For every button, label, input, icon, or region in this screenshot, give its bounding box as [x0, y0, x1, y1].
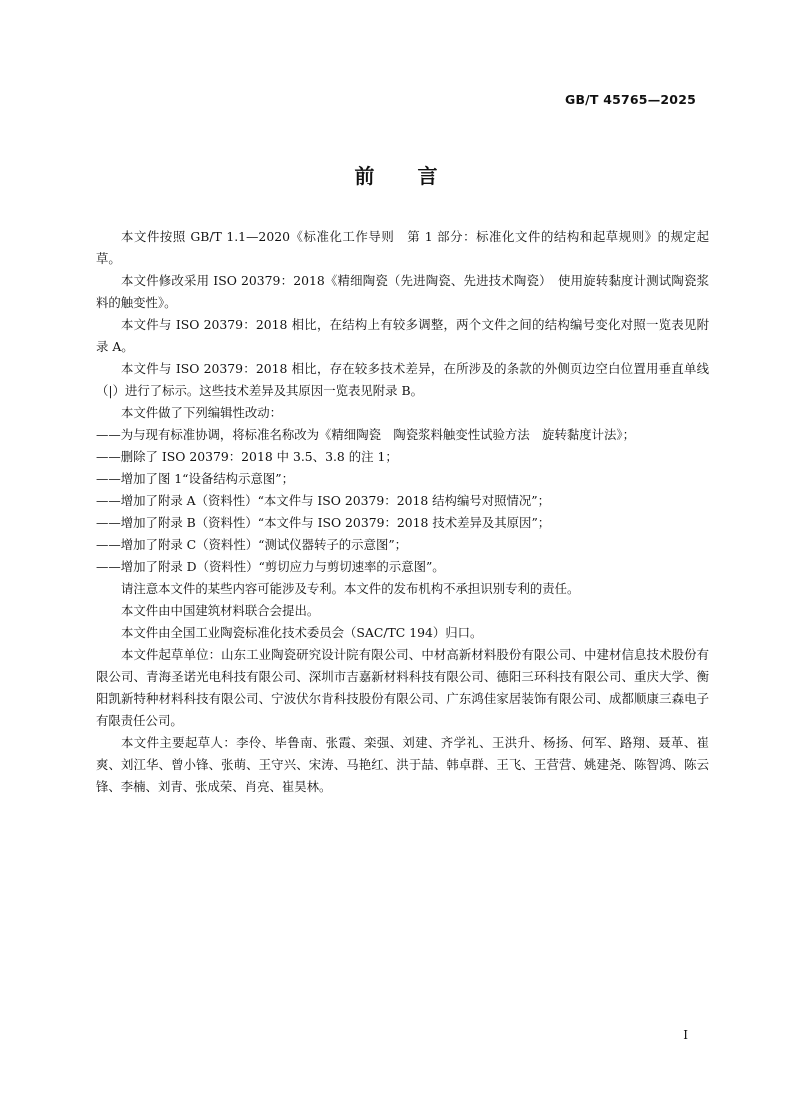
paragraph-patent-notice: 请注意本文件的某些内容可能涉及专利。本文件的发布机构不承担识别专利的责任。: [121, 581, 580, 596]
paragraph-editorial-changes-intro: 本文件做了下列编辑性改动：: [121, 405, 283, 420]
edit-list-item: ——增加了附录 A（资料性）“本文件与 ISO 20379：2018 结构编号对照情况”；: [96, 493, 551, 508]
paragraph-drafting-organizations: 本文件起草单位：山东工业陶瓷研究设计院有限公司、中材高新材料股份有限公司、中建材信息技术股份有限公司、青海圣诺光电科技有限公司、深圳市吉嘉新材料科技有限公司、德阳三环科技有限公司、重庆大学、衡阳凯新特种材料科技有限公司、宁波伏尔肯科技股份有限公司、广东鸿佳家居装饰有限公司、成都顺康三森电子有限责任公司。: [96, 647, 709, 728]
foreword-body: [96, 226, 709, 798]
edit-list-item: ——为与现有标准协调，将标准名称改为《精细陶瓷 陶瓷浆料触变性试验方法 旋转黏度计法》；: [96, 427, 635, 442]
standard-number: GB/T 45765—2025: [564, 92, 696, 107]
edit-list-item: ——增加了附录 C（资料性）“测试仪器转子的示意图”；: [96, 537, 408, 552]
edit-list-item: ——增加了图 1“设备结构示意图”；: [96, 471, 294, 486]
paragraph-main-drafters: 本文件主要起草人：李伶、毕鲁南、张霞、栾强、刘建、齐学礼、王洪升、杨扬、何军、路翔、聂革、崔爽、刘江华、曾小锋、张萌、王守兴、宋涛、马艳红、洪于喆、韩卓群、王飞、王营营、姚建尧、陈智鸿、陈云锋、李楠、刘青、张成荣、肖亮、崔昊林。: [96, 735, 709, 794]
paragraph-proposed-by: 本文件由中国建筑材料联合会提出。: [121, 603, 320, 618]
edit-list-item: ——删除了 ISO 20379：2018 中 3.5、3.8 的注 1；: [96, 449, 398, 464]
paragraph-drafting-rules: 本文件按照 GB/T 1.1—2020《标准化工作导则 第 1 部分：标准化文件的结构和起草规则》的规定起草。: [96, 229, 709, 266]
paragraph-structure-changes: 本文件与 ISO 20379：2018 相比，在结构上有较多调整，两个文件之间的结构编号变化对照一览表见附录 A。: [96, 317, 709, 354]
paragraph-adoption: 本文件修改采用 ISO 20379：2018《精细陶瓷（先进陶瓷、先进技术陶瓷） 使用旋转黏度计测试陶瓷浆料的触变性》。: [96, 273, 709, 310]
edit-list-item: ——增加了附录 B（资料性）“本文件与 ISO 20379：2018 技术差异及其原因”；: [96, 515, 551, 530]
page-title: 前 言: [354, 164, 438, 188]
paragraph-technical-differences: 本文件与 ISO 20379：2018 相比，存在较多技术差异，在所涉及的条款的外侧页边空白位置用垂直单线（|）进行了标示。这些技术差异及其原因一览表见附录 B。: [96, 361, 709, 398]
paragraph-under-jurisdiction: 本文件由全国工业陶瓷标准化技术委员会（SAC/TC 194）归口。: [121, 625, 483, 640]
page-number: I: [683, 1028, 688, 1042]
edit-list-item: ——增加了附录 D（资料性）“剪切应力与剪切速率的示意图”。: [96, 559, 445, 574]
